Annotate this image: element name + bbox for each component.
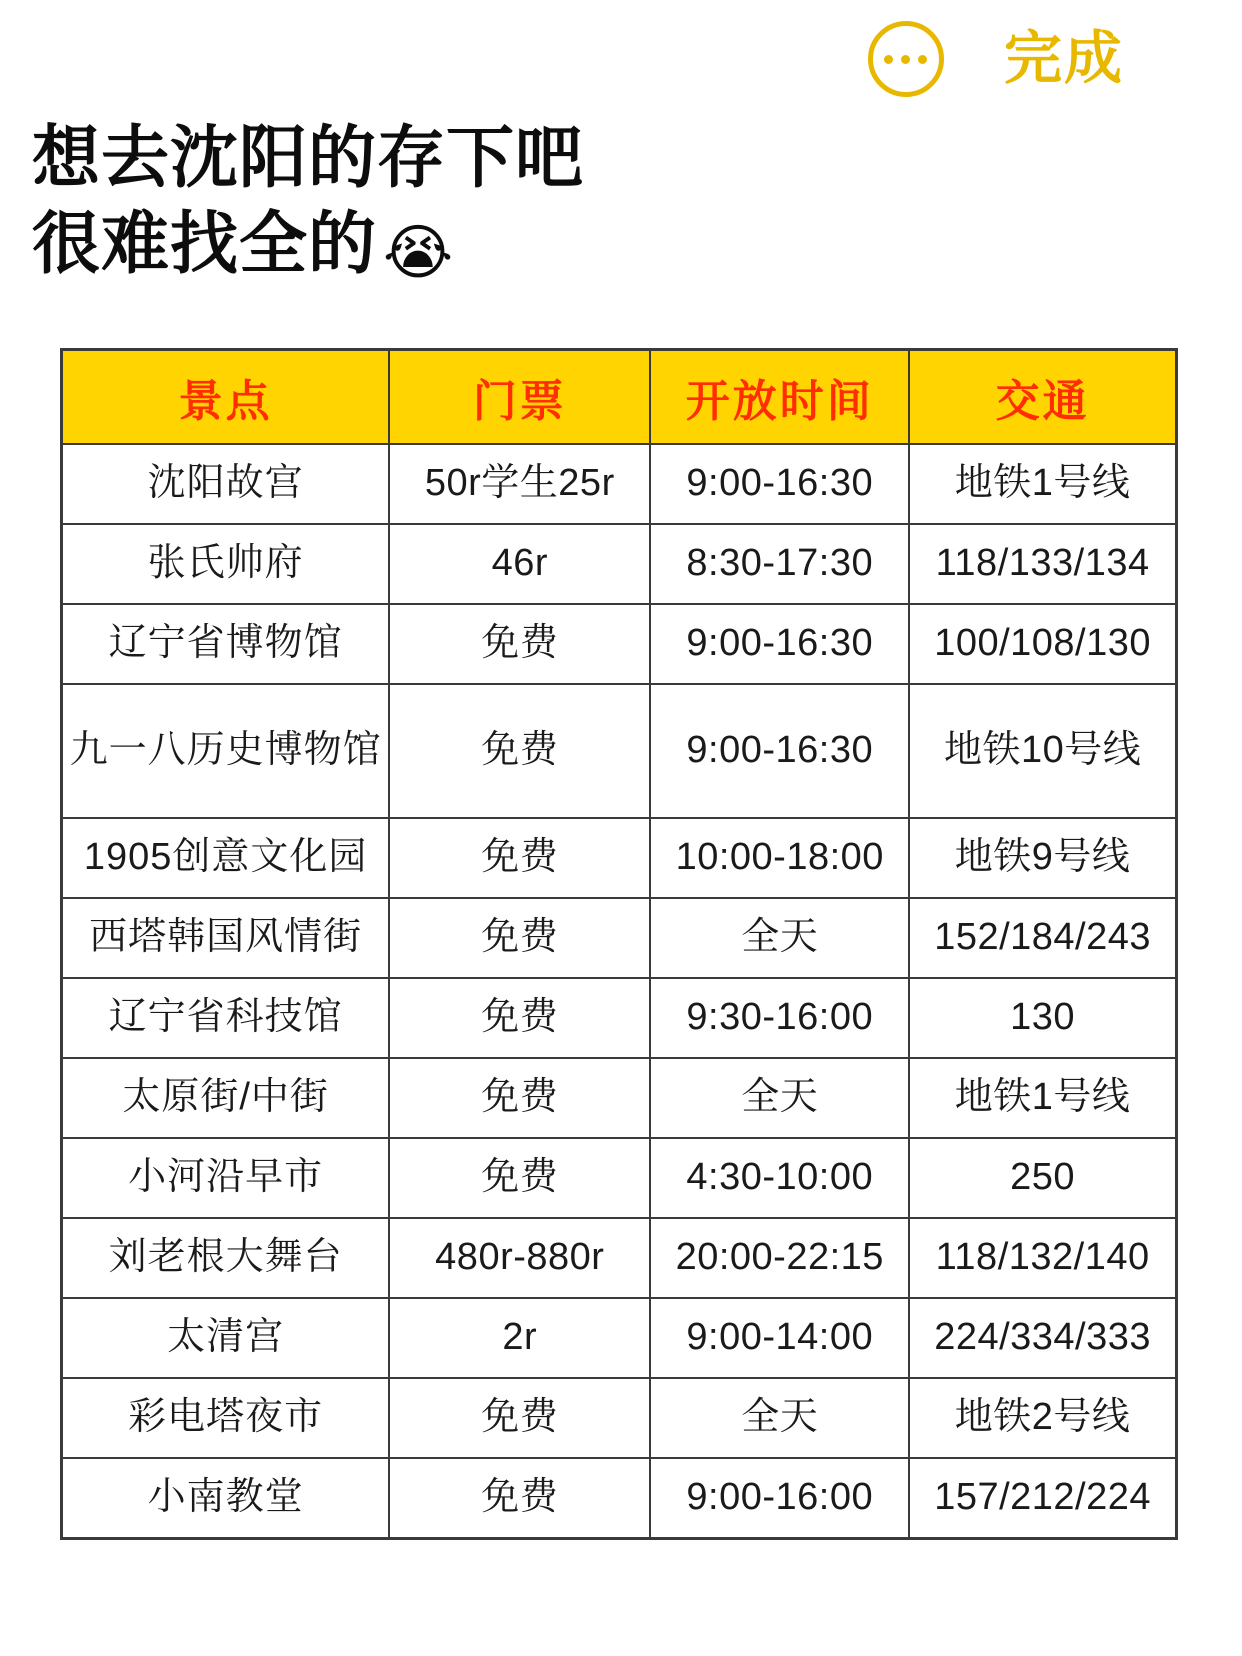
cell-transit: 130: [909, 978, 1176, 1058]
cell-ticket: 免费: [389, 1378, 650, 1458]
table-row: [62, 524, 1177, 604]
ellipsis-dot: [901, 55, 910, 64]
cell-attraction: 太清宫: [62, 1298, 390, 1378]
cell-attraction: 彩电塔夜市: [62, 1378, 390, 1458]
title-line-2-row: [32, 202, 1132, 291]
cell-hours: 9:00-16:30: [650, 684, 909, 818]
cell-transit: 224/334/333: [909, 1298, 1176, 1378]
cell-transit: 100/108/130: [909, 604, 1176, 684]
cell-hours: 9:00-16:00: [650, 1458, 909, 1539]
cell-transit: 118/132/140: [909, 1218, 1176, 1298]
cell-attraction: 小河沿早市: [62, 1138, 390, 1218]
cell-ticket: 2r: [389, 1298, 650, 1378]
cell-attraction: 西塔韩国风情街: [62, 898, 390, 978]
column-header-transit: 交通: [909, 350, 1176, 445]
cell-transit: 地铁2号线: [909, 1378, 1176, 1458]
cell-attraction: 刘老根大舞台: [62, 1218, 390, 1298]
cell-hours: 9:00-16:30: [650, 444, 909, 524]
cell-attraction: 太原街/中街: [62, 1058, 390, 1138]
table-row: [62, 1298, 1177, 1378]
cell-attraction: 1905创意文化园: [62, 818, 390, 898]
ellipsis-dot: [884, 55, 893, 64]
table-row: [62, 818, 1177, 898]
table-row: [62, 1458, 1177, 1539]
cell-ticket: 免费: [389, 818, 650, 898]
title-line-1: 想去沈阳的存下吧: [32, 120, 585, 196]
table-row: [62, 1138, 1177, 1218]
crying-emoji: 😭: [383, 218, 455, 286]
done-button[interactable]: 完成: [1003, 26, 1124, 91]
title-line-2: 很难找全的: [32, 205, 378, 282]
cell-attraction: 张氏帅府: [62, 524, 390, 604]
cell-ticket: 50r学生25r: [389, 444, 650, 524]
cell-ticket: 免费: [389, 684, 650, 818]
attractions-table-container: [60, 348, 1178, 1540]
cell-ticket: 免费: [389, 1458, 650, 1539]
ellipsis-icon[interactable]: [868, 21, 944, 97]
cell-hours: 8:30-17:30: [650, 524, 909, 604]
cell-hours: 4:30-10:00: [650, 1138, 909, 1218]
column-header-attraction: 景点: [62, 350, 390, 445]
cell-hours: 全天: [650, 1378, 909, 1458]
cell-ticket: 免费: [389, 978, 650, 1058]
cell-hours: 10:00-18:00: [650, 818, 909, 898]
cell-ticket: 480r-880r: [389, 1218, 650, 1298]
table-row: [62, 1218, 1177, 1298]
cell-hours: 全天: [650, 1058, 909, 1138]
table-row: [62, 1378, 1177, 1458]
cell-transit: 152/184/243: [909, 898, 1176, 978]
ellipsis-dot: [918, 55, 927, 64]
cell-ticket: 免费: [389, 1058, 650, 1138]
cell-hours: 20:00-22:15: [650, 1218, 909, 1298]
table-body: [62, 444, 1177, 1539]
cell-transit: 250: [909, 1138, 1176, 1218]
cell-hours: 9:30-16:00: [650, 978, 909, 1058]
column-header-hours: 开放时间: [650, 350, 909, 445]
cell-transit: 157/212/224: [909, 1458, 1176, 1539]
table-row: [62, 604, 1177, 684]
cell-attraction: 辽宁省科技馆: [62, 978, 390, 1058]
page-title: [32, 116, 1132, 290]
column-header-ticket: 门票: [389, 350, 650, 445]
cell-attraction: 沈阳故宫: [62, 444, 390, 524]
cell-hours: 全天: [650, 898, 909, 978]
cell-ticket: 免费: [389, 1138, 650, 1218]
table-row: [62, 898, 1177, 978]
cell-ticket: 免费: [389, 898, 650, 978]
cell-attraction: 小南教堂: [62, 1458, 390, 1539]
cell-transit: 118/133/134: [909, 524, 1176, 604]
cell-ticket: 免费: [389, 604, 650, 684]
top-bar: [0, 0, 1242, 118]
table-row: [62, 978, 1177, 1058]
table-row: [62, 1058, 1177, 1138]
cell-attraction: 辽宁省博物馆: [62, 604, 390, 684]
table-header-row: [62, 350, 1177, 445]
attractions-table: [60, 348, 1178, 1540]
table-row: [62, 444, 1177, 524]
cell-ticket: 46r: [389, 524, 650, 604]
cell-transit: 地铁1号线: [909, 1058, 1176, 1138]
cell-hours: 9:00-14:00: [650, 1298, 909, 1378]
cell-transit: 地铁10号线: [909, 684, 1176, 818]
table-row: [62, 684, 1177, 818]
cell-transit: 地铁9号线: [909, 818, 1176, 898]
cell-hours: 9:00-16:30: [650, 604, 909, 684]
cell-transit: 地铁1号线: [909, 444, 1176, 524]
cell-attraction: 九一八历史博物馆: [62, 684, 390, 818]
